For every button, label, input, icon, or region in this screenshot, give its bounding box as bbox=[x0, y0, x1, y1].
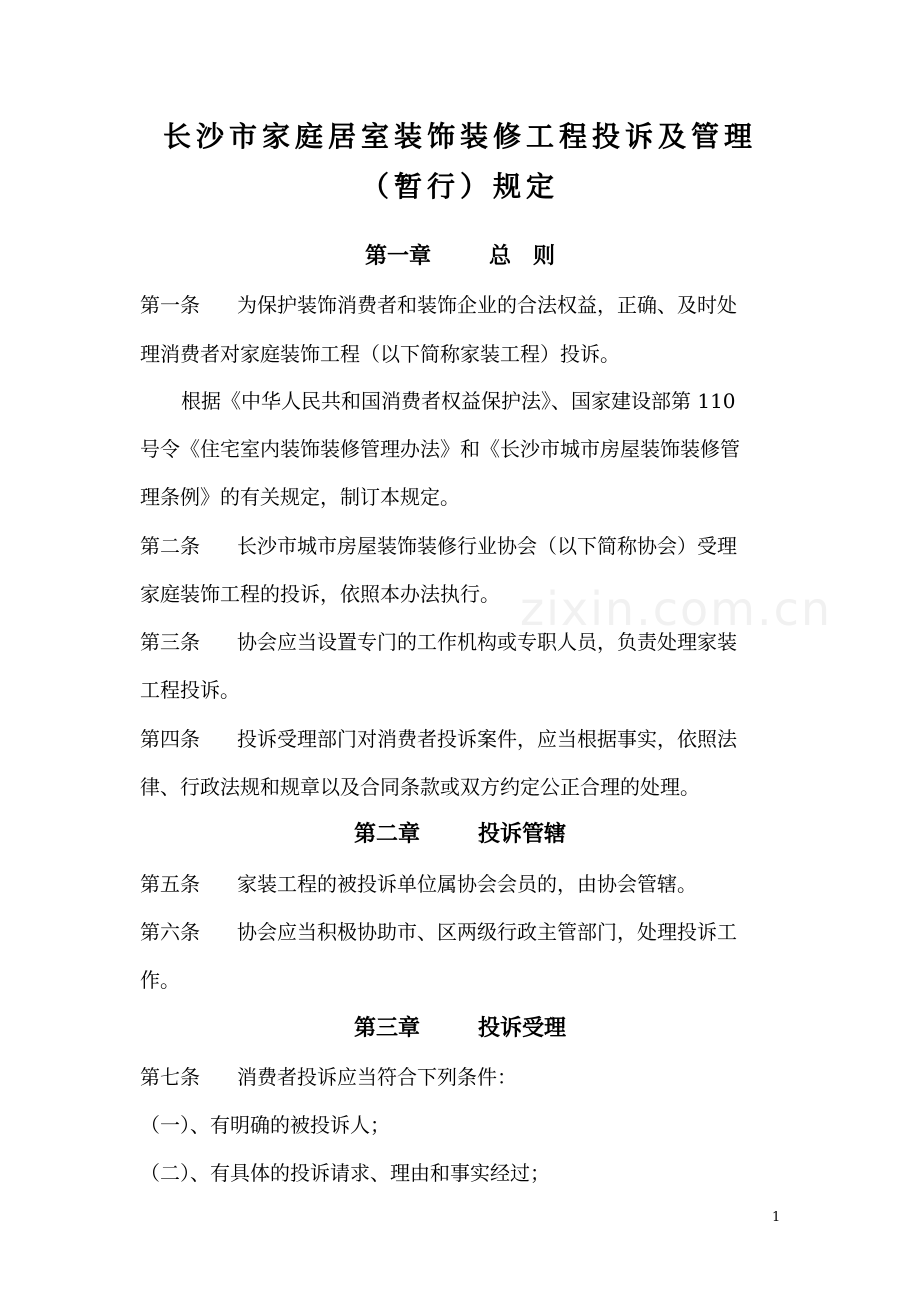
article-2-line1: 长沙市城市房屋装饰装修行业协会（以下简称协会）受理 bbox=[237, 534, 737, 558]
article-1-line1: 为保护装饰消费者和装饰企业的合法权益，正确、及时处 bbox=[237, 293, 737, 317]
article-4 bbox=[140, 724, 785, 754]
article-7-item1: （一）、有明确的被投诉人； bbox=[140, 1113, 390, 1137]
watermark: zixin.com.cn bbox=[520, 582, 833, 636]
article-2 bbox=[140, 531, 785, 561]
article-4-line2: 律、行政法规和规章以及合同条款或双方约定公正合理的处理。 bbox=[140, 775, 700, 799]
chapter-1-number: 第一章 bbox=[364, 244, 431, 269]
article-1-para2-line1: 根据《中华人民共和国消费者权益保护法》、国家建设部第 110 bbox=[181, 389, 736, 413]
page-number: 1 bbox=[772, 1210, 781, 1225]
article-6-line2: 作。 bbox=[140, 968, 180, 992]
article-4-line1: 投诉受理部门对消费者投诉案件，应当根据事实，依照法 bbox=[237, 727, 737, 751]
chapter-3-name: 投诉受理 bbox=[478, 1016, 567, 1041]
document-title-line1: 长沙市家庭居室装饰装修工程投诉及管理 bbox=[162, 120, 757, 153]
article-6-line1: 协会应当积极协助市、区两级行政主管部门，处理投诉工 bbox=[237, 920, 737, 944]
article-5-number: 第五条 bbox=[140, 872, 200, 896]
article-7 bbox=[140, 1062, 785, 1092]
article-1-para2-line3: 理条例》的有关规定，制订本规定。 bbox=[140, 485, 460, 509]
chapter-3-heading bbox=[0, 1014, 920, 1044]
chapter-2-heading bbox=[0, 820, 920, 850]
article-3-line2: 工程投诉。 bbox=[140, 678, 240, 702]
article-7-number: 第七条 bbox=[140, 1065, 200, 1089]
article-6-number: 第六条 bbox=[140, 920, 200, 944]
chapter-1-heading bbox=[0, 242, 920, 272]
article-7-line1: 消费者投诉应当符合下列条件： bbox=[237, 1065, 517, 1089]
article-3-line1: 协会应当设置专门的工作机构或专职人员，负责处理家装 bbox=[237, 630, 737, 654]
article-1-number: 第一条 bbox=[140, 293, 200, 317]
article-5 bbox=[140, 869, 785, 899]
chapter-2-number: 第二章 bbox=[353, 822, 420, 847]
document-title-line2: （暂行）规定 bbox=[360, 170, 559, 203]
chapter-2-name: 投诉管辖 bbox=[478, 822, 567, 847]
article-1-para2-line2: 号令《住宅室内装饰装修管理办法》和《长沙市城市房屋装饰装修管 bbox=[140, 437, 740, 461]
article-3-number: 第三条 bbox=[140, 630, 200, 654]
article-2-line2: 家庭装饰工程的投诉，依照本办法执行。 bbox=[140, 582, 500, 606]
article-4-number: 第四条 bbox=[140, 727, 200, 751]
article-7-item2: （二）、有具体的投诉请求、理由和事实经过； bbox=[140, 1161, 550, 1185]
article-2-number: 第二条 bbox=[140, 534, 200, 558]
chapter-3-number: 第三章 bbox=[353, 1016, 420, 1041]
chapter-1-name: 总 则 bbox=[489, 244, 556, 269]
article-6 bbox=[140, 917, 785, 947]
article-3 bbox=[140, 627, 785, 657]
article-1-line2: 理消费者对家庭装饰工程（以下简称家装工程）投诉。 bbox=[140, 342, 620, 366]
article-1 bbox=[140, 290, 785, 320]
article-5-line1: 家装工程的被投诉单位属协会会员的，由协会管辖。 bbox=[237, 872, 697, 896]
